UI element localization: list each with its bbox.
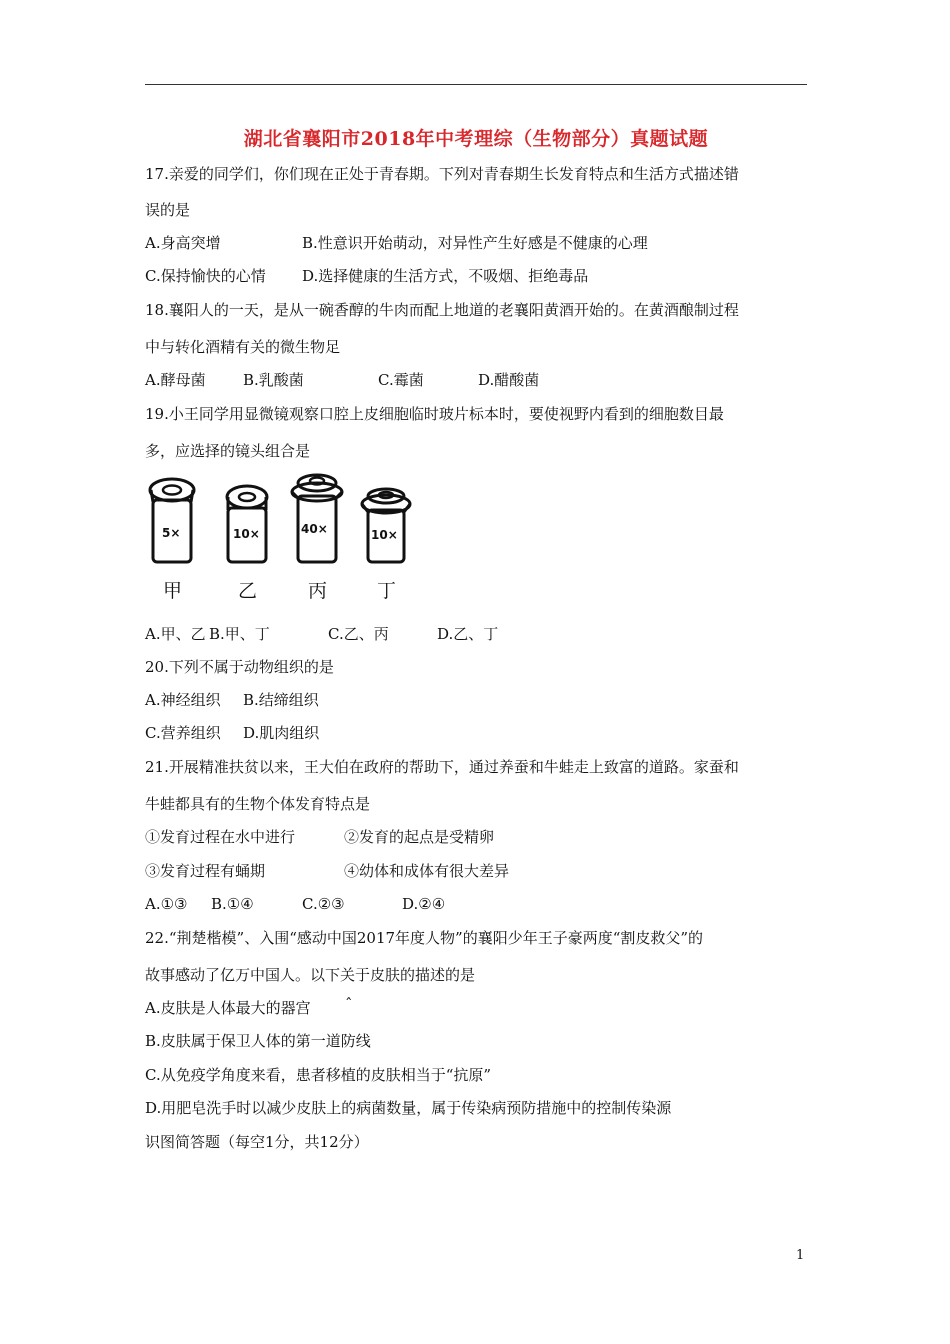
lens-ding-drawing (362, 489, 410, 562)
lens-bing-magnification: 40× (301, 522, 328, 536)
q21-options-row (145, 894, 807, 914)
q19-option-a: A.甲、乙 (145, 625, 206, 643)
q20-options-row1 (145, 690, 807, 710)
q19-options-row (145, 624, 807, 644)
q17-stem-line2: 误的是 (145, 201, 191, 219)
q21-statement-3: ③发育过程有蛹期 (145, 862, 266, 880)
q19-stem-line1: 19.小王同学用显微镜观察口腔上皮细胞临时玻片标本时，要使视野内看到的细胞数目最 (145, 405, 724, 423)
q17-options-row2 (145, 266, 807, 286)
lens-yi-magnification: 10× (233, 527, 260, 541)
header-rule (145, 84, 807, 85)
q17-option-c: C.保持愉快的心情 (145, 267, 266, 285)
q19-stem-line2: 多，应选择的镜头组合是 (145, 442, 311, 460)
lens-bing-label: 丙 (308, 580, 328, 602)
q20-options-row2 (145, 723, 807, 743)
q18-stem-line2: 中与转化酒精有关的微生物足 (145, 338, 341, 356)
lens-yi-label: 乙 (238, 580, 258, 602)
section-heading: 识图简答题（每空1分，共12分） (145, 1133, 369, 1151)
q21-option-d: D.②④ (402, 895, 446, 913)
q21-stem-line2: 牛蛙都具有的生物个体发育特点是 (145, 795, 371, 813)
q20-option-c: C.营养组织 (145, 724, 221, 742)
q17-options-row1 (145, 233, 807, 253)
q17-option-b: B.性意识开始萌动，对异性产生好感是不健康的心理 (302, 234, 648, 252)
q21-statements-row1 (145, 827, 807, 847)
q22-option-b: B.皮肤属于保卫人体的第一道防线 (145, 1032, 371, 1050)
q22-option-c: C.从免疫学角度来看，患者移植的皮肤相当于“抗原” (145, 1066, 492, 1084)
q22-option-a-mark: ˆ (345, 995, 353, 1013)
page-number: 1 (796, 1248, 805, 1263)
q19-option-c: C.乙、丙 (328, 625, 389, 643)
lens-jia-label: 甲 (163, 580, 183, 602)
lens-yi-drawing (227, 486, 267, 562)
q17-option-a: A.身高突增 (145, 234, 221, 252)
q21-option-c: C.②③ (302, 895, 345, 913)
q18-option-d: D.醋酸菌 (478, 371, 540, 389)
q18-stem-line1: 18.襄阳人的一天，是从一碗香醇的牛肉而配上地道的老襄阳黄酒开始的。在黄酒酿制过程 (145, 301, 739, 319)
q19-option-d: D.乙、丁 (437, 625, 499, 643)
q21-statement-2: ②发育的起点是受精卵 (344, 828, 495, 846)
q17-option-d: D.选择健康的生活方式，不吸烟、拒绝毒品 (302, 267, 589, 285)
q22-option-a-row (145, 995, 807, 1018)
q18-option-b: B.乳酸菌 (243, 371, 304, 389)
q21-stem-line1: 21.开展精准扶贫以来，王大伯在政府的帮助下，通过养蚕和牛蛙走上致富的道路。家蚕和 (145, 758, 739, 776)
q19-option-b: B.甲、丁 (209, 625, 270, 643)
q18-option-a: A.酵母菌 (145, 371, 206, 389)
lens-bing-drawing (292, 475, 342, 562)
microscope-lens-figure (145, 470, 425, 605)
q21-statement-1: ①发育过程在水中进行 (145, 828, 296, 846)
q20-stem: 20.下列不属于动物组织的是 (145, 658, 334, 676)
q17-stem-line1: 17.亲爱的同学们，你们现在正处于青春期。下列对青春期生长发育特点和生活方式描述错 (145, 165, 739, 183)
q21-option-b: B.①④ (211, 895, 254, 913)
q20-option-a: A.神经组织 (145, 691, 221, 709)
q18-option-c: C.霉菌 (378, 371, 424, 389)
q22-option-d: D.用肥皂洗手时以减少皮肤上的病菌数量，属于传染病预防措施中的控制传染源 (145, 1099, 672, 1117)
q18-options-row (145, 370, 807, 390)
q21-statement-4: ④幼体和成体有很大差异 (344, 862, 510, 880)
page-title: 湖北省襄阳市2018年中考理综（生物部分）真题试题 (243, 128, 709, 150)
q21-option-a: A.①③ (145, 895, 188, 913)
q22-stem-line2: 故事感动了亿万中国人。以下关于皮肤的描述的是 (145, 966, 476, 984)
lens-jia-drawing (150, 479, 194, 562)
q20-option-d: D.肌肉组织 (243, 724, 320, 742)
lens-jia-magnification: 5× (162, 526, 181, 540)
q21-statements-row2 (145, 861, 807, 881)
lens-ding-label: 丁 (377, 580, 397, 602)
lens-ding-magnification: 10× (371, 528, 398, 542)
q22-option-a: A.皮肤是人体最大的器宫 (145, 999, 311, 1017)
q22-stem-line1: 22.“荆楚楷模”、入围“感动中国2017年度人物”的襄阳少年王子豪两度“割皮救父”的 (145, 929, 704, 947)
q20-option-b: B.结缔组织 (243, 691, 319, 709)
